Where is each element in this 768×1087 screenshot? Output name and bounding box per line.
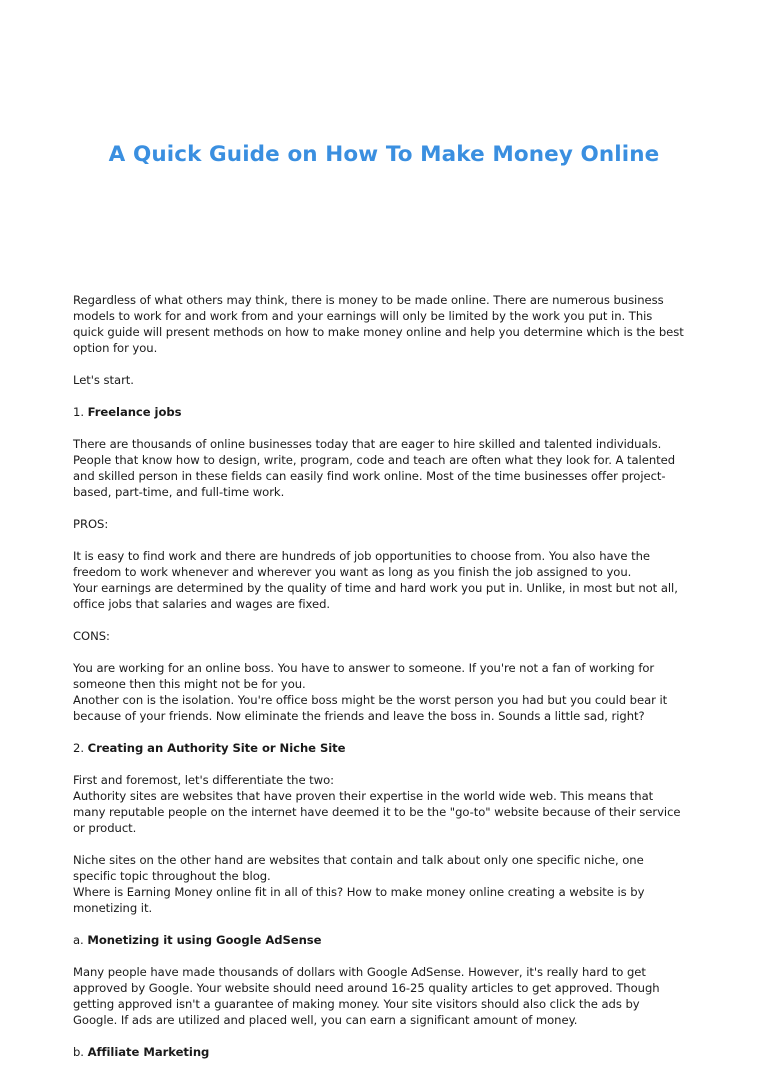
text-line: many reputable people on the internet have deemed it to be the "go-to" website because of their service xyxy=(73,805,681,819)
subsection-b-heading xyxy=(73,1044,703,1060)
section-number: 1. xyxy=(73,405,88,419)
subsection-letter: b. xyxy=(73,1045,88,1059)
text-line: quick guide will present methods on how to make money online and help you determine which is the best xyxy=(73,325,684,339)
text-line: Your earnings are determined by the quality of time and hard work you put in. Unlike, in most but not all, xyxy=(73,581,678,595)
section-2-body-1 xyxy=(73,772,703,836)
section-2-heading xyxy=(73,740,703,756)
section-number: 2. xyxy=(73,741,88,755)
text-line: Google. If ads are utilized and placed well, you can earn a significant amount of money. xyxy=(73,1013,578,1027)
pros-label: PROS: xyxy=(73,517,109,531)
section-2-body-2 xyxy=(73,852,703,916)
section-1-heading xyxy=(73,404,703,420)
text-line: It is easy to find work and there are hundreds of job opportunities to choose from. You also have the xyxy=(73,549,650,563)
lets-start-paragraph: Let's start. xyxy=(73,373,134,387)
document-title: A Quick Guide on How To Make Money Online xyxy=(108,142,660,167)
text-line: monetizing it. xyxy=(73,901,153,915)
pros-paragraph xyxy=(73,548,703,612)
subsection-heading-text: Monetizing it using Google AdSense xyxy=(87,933,322,947)
text-line: Niche sites on the other hand are websites that contain and talk about only one specific niche, one xyxy=(73,853,644,867)
text-line: People that know how to design, write, program, code and teach are often what they look for. A talented xyxy=(73,453,675,467)
text-line: Many people have made thousands of dollars with Google AdSense. However, it's really hard to get xyxy=(73,965,646,979)
text-line: because of your friends. Now eliminate the friends and leave the boss in. Sounds a little sad, right? xyxy=(73,709,645,723)
text-line: Regardless of what others may think, there is money to be made online. There are numerous business xyxy=(73,293,664,307)
intro-paragraph xyxy=(73,292,703,356)
section-heading-text: Freelance jobs xyxy=(87,405,182,419)
section-heading-text: Creating an Authority Site or Niche Site xyxy=(87,741,346,755)
cons-label: CONS: xyxy=(73,629,110,643)
text-line: freedom to work whenever and wherever you want as long as you finish the job assigned to you. xyxy=(73,565,632,579)
text-line: models to work for and work from and your earnings will only be limited by the work you put in. This xyxy=(73,309,653,323)
text-line: You are working for an online boss. You have to answer to someone. If you're not a fan of working for xyxy=(73,661,655,675)
cons-paragraph xyxy=(73,660,703,724)
text-line: and skilled person in these fields can easily find work online. Most of the time businesses offer project- xyxy=(73,469,666,483)
text-line: or product. xyxy=(73,821,137,835)
text-line: approved by Google. Your website should need around 16-25 quality articles to get approved. Though xyxy=(73,981,660,995)
text-line: getting approved isn't a guarantee of making money. Your site visitors should also click the ads by xyxy=(73,997,640,1011)
text-line: someone then this might not be for you. xyxy=(73,677,306,691)
text-line: There are thousands of online businesses today that are eager to hire skilled and talented individuals. xyxy=(73,437,662,451)
subsection-a-body xyxy=(73,964,703,1028)
text-line: Another con is the isolation. You're office boss might be the worst person you had but you could bear it xyxy=(73,693,668,707)
text-line: Where is Earning Money online fit in all of this? How to make money online creating a website is by xyxy=(73,885,645,899)
subsection-a-heading xyxy=(73,932,703,948)
text-line: option for you. xyxy=(73,341,158,355)
text-line: based, part-time, and full-time work. xyxy=(73,485,285,499)
document-body xyxy=(73,292,703,1076)
text-line: office jobs that salaries and wages are fixed. xyxy=(73,597,331,611)
subsection-letter: a. xyxy=(73,933,88,947)
text-line: Authority sites are websites that have proven their expertise in the world wide web. This means that xyxy=(73,789,654,803)
section-1-body xyxy=(73,436,703,500)
text-line: specific topic throughout the blog. xyxy=(73,869,271,883)
text-line: First and foremost, let's differentiate the two: xyxy=(73,773,335,787)
subsection-heading-text: Affiliate Marketing xyxy=(87,1045,210,1059)
